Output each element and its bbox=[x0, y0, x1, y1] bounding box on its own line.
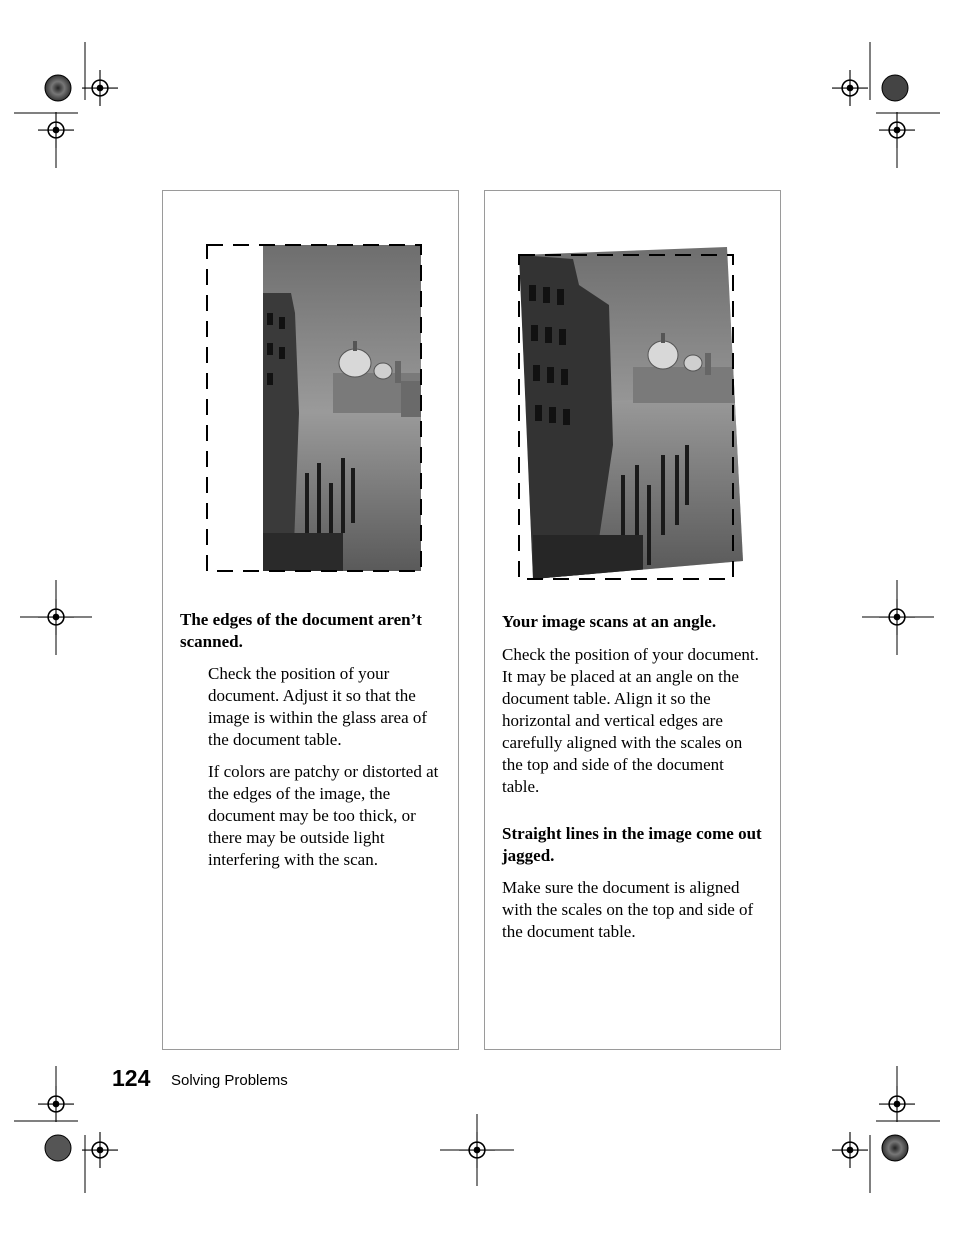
left-panel bbox=[162, 190, 459, 1050]
page-number: 124 bbox=[112, 1065, 151, 1091]
paragraph: If colors are patchy or distorted at the edges of the image, the document may be too thick, or there may be outside light interfering with the scan. bbox=[208, 762, 439, 869]
paragraph: Check the position of your document. It may be placed at an angle on the document table. Align it so the horizontal and vertical edges are carefully aligned with the scales on the top and side of the document table. bbox=[502, 645, 759, 796]
canal-photo bbox=[263, 245, 421, 571]
shifted-photo-illustration bbox=[203, 243, 425, 575]
section-heading: Straight lines in the image come out jagged. bbox=[502, 824, 762, 865]
paragraph: Check the position of your document. Adjust it so that the image is within the glass area of the document table. bbox=[208, 664, 428, 749]
section-heading: The edges of the document aren’t scanned. bbox=[180, 610, 422, 651]
right-panel bbox=[484, 190, 781, 1050]
section-heading: Your image scans at an angle. bbox=[502, 612, 717, 631]
canal-photo bbox=[513, 245, 751, 585]
section-name: Solving Problems bbox=[171, 1072, 288, 1089]
angled-photo-illustration bbox=[513, 245, 751, 585]
paragraph: Make sure the document is aligned with the scales on the top and side of the document table. bbox=[502, 878, 754, 941]
